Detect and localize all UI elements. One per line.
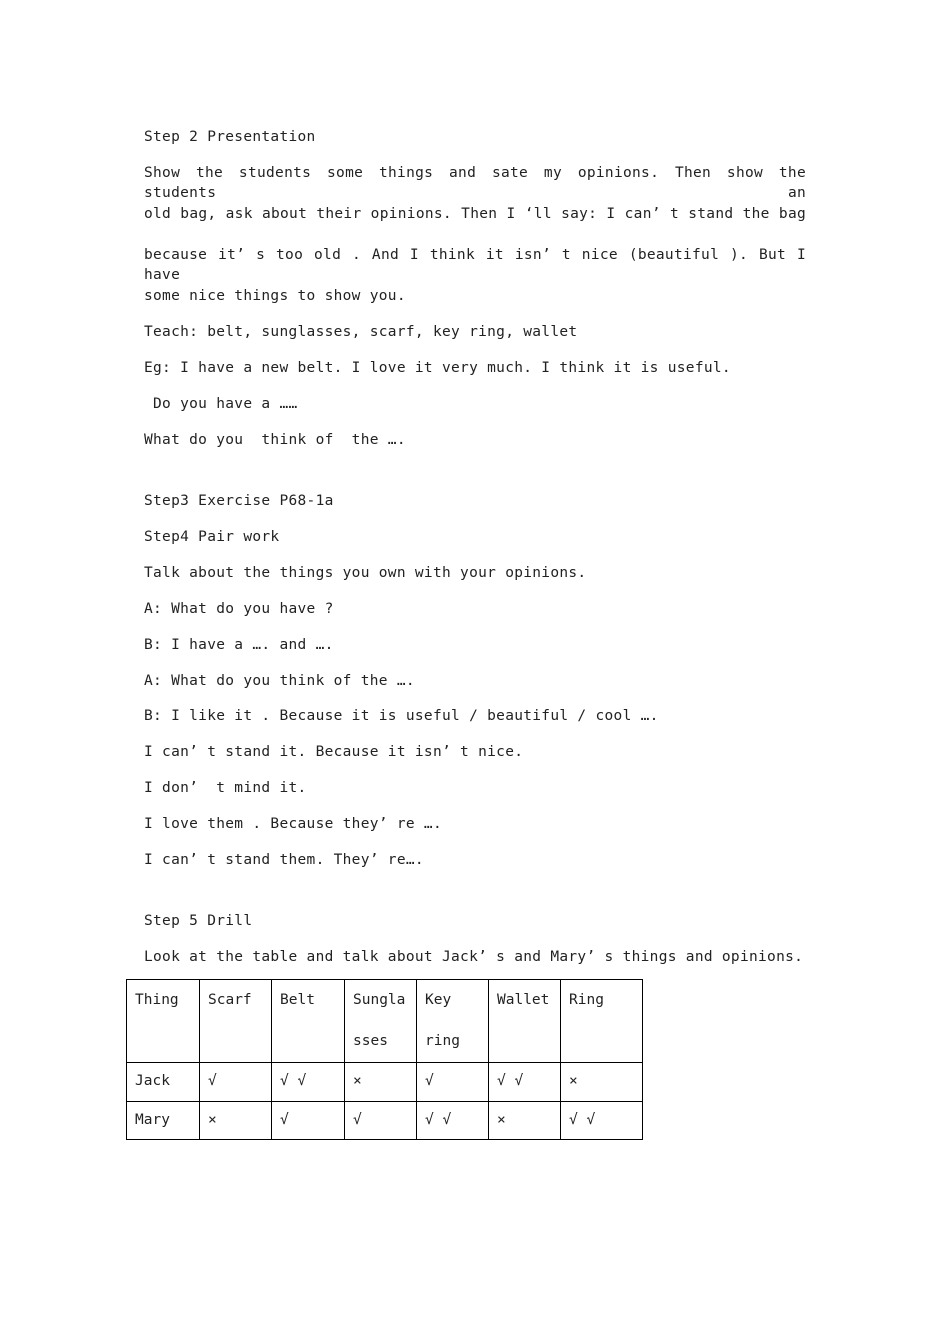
do-you-have-line: Do you have a ……: [144, 396, 298, 412]
table-header-cell: Wallet: [489, 980, 561, 1063]
step2-heading: Step 2 Presentation: [144, 129, 316, 145]
opinions-table: [126, 979, 643, 1140]
table-cell: √ √: [272, 1063, 345, 1102]
step2-para-line-4: some nice things to show you.: [144, 288, 406, 304]
step2-para-line-1: Show the students some things and sate my opinions. Then show the students an: [144, 165, 806, 201]
step2-para-line-2: old bag, ask about their opinions. Then I ‘ll say: I can’ t stand the bag: [144, 206, 806, 222]
table-cell: √: [345, 1102, 417, 1140]
step4-line-4: A: What do you think of the ….: [144, 673, 415, 689]
table-cell: ×: [200, 1102, 272, 1140]
step5-intro: Look at the table and talk about Jack’ s and Mary’ s things and opinions.: [144, 949, 804, 965]
table-header-cell: Belt: [272, 980, 345, 1063]
step4-line-5: B: I like it . Because it is useful / beautiful / cool ….: [144, 708, 659, 724]
step4-heading: Step4 Pair work: [144, 529, 280, 545]
table-row: [127, 1102, 643, 1140]
step3-heading: Step3 Exercise P68-1a: [144, 493, 334, 509]
table-header-row: [127, 980, 643, 1063]
table-header-cell: Ring: [561, 980, 643, 1063]
table-cell: √ √: [489, 1063, 561, 1102]
table-cell: Mary: [127, 1102, 200, 1140]
table-cell: ×: [345, 1063, 417, 1102]
step4-line-6: I can’ t stand it. Because it isn’ t nice.: [144, 744, 524, 760]
table-cell: ×: [489, 1102, 561, 1140]
table-cell: ×: [561, 1063, 643, 1102]
step4-line-2: A: What do you have ?: [144, 601, 334, 617]
step4-line-1: Talk about the things you own with your opinions.: [144, 565, 587, 581]
table-header-cell: Scarf: [200, 980, 272, 1063]
table-cell: Jack: [127, 1063, 200, 1102]
step5-heading: Step 5 Drill: [144, 913, 253, 929]
teach-line: Teach: belt, sunglasses, scarf, key ring, wallet: [144, 324, 578, 340]
table-cell: √ √: [417, 1102, 489, 1140]
table-header-cell: Key ring: [417, 980, 489, 1063]
table-header-cell: Thing: [127, 980, 200, 1063]
step4-line-7: I don’ t mind it.: [144, 780, 307, 796]
table-cell: √: [272, 1102, 345, 1140]
what-do-you-think-line: What do you think of the ….: [144, 432, 406, 448]
step4-line-8: I love them . Because they’ re ….: [144, 816, 442, 832]
step4-line-9: I can’ t stand them. They’ re….: [144, 852, 424, 868]
table-cell: √: [417, 1063, 489, 1102]
step2-para-line-3: because it’ s too old . And I think it isn’ t nice (beautiful ). But I have: [144, 247, 806, 283]
eg-line: Eg: I have a new belt. I love it very much. I think it is useful.: [144, 360, 731, 376]
table-cell: √ √: [561, 1102, 643, 1140]
table-row: [127, 1063, 643, 1102]
table-cell: √: [200, 1063, 272, 1102]
table-header-cell: Sungla sses: [345, 980, 417, 1063]
step4-line-3: B: I have a …. and ….: [144, 637, 334, 653]
